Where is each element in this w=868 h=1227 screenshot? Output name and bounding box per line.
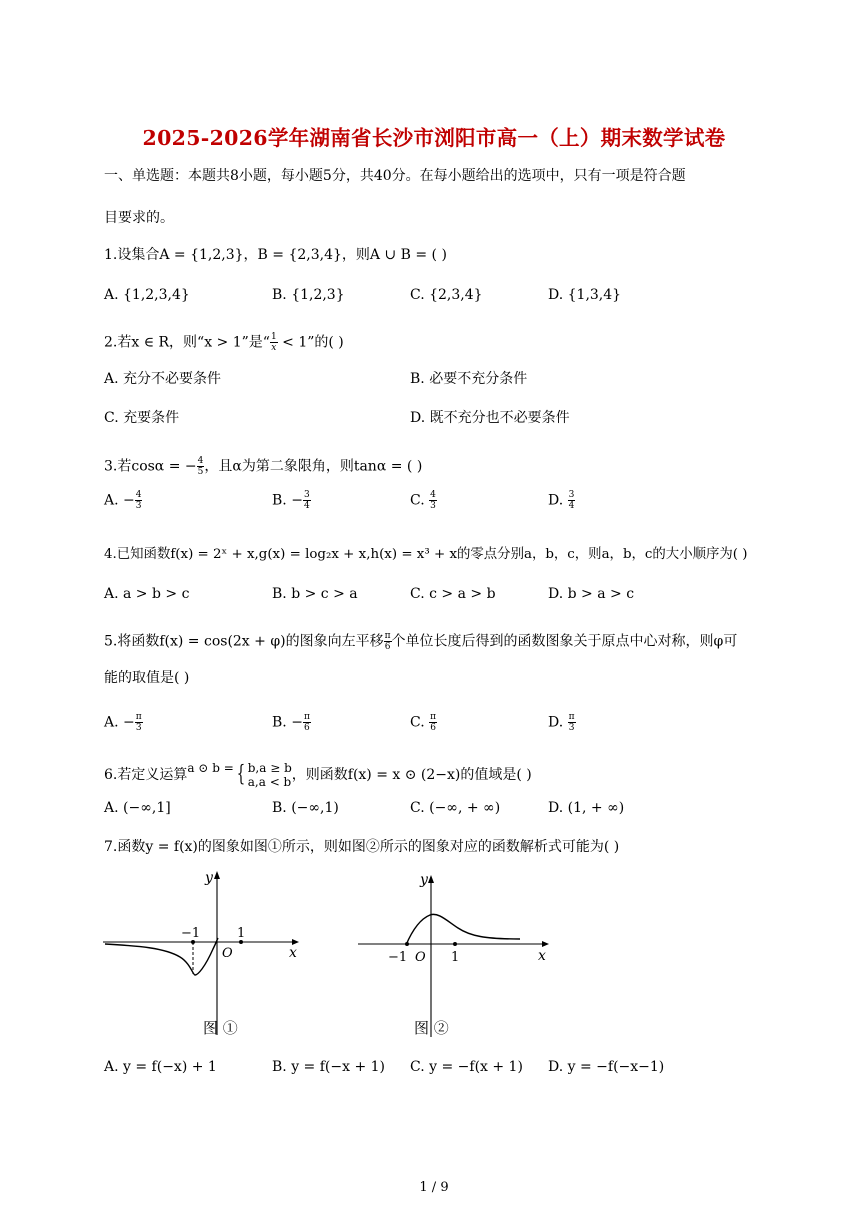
q5-option-b: [272, 712, 311, 733]
q5-a-sign: −: [123, 714, 135, 731]
q2-stem-pre: 2.若x ∈ R，则“x > 1”是“: [104, 334, 270, 351]
q5-option-d: [548, 712, 576, 733]
page-title: 2025-2026学年湖南省长沙市浏阳市高一（上）期末数学试卷: [142, 126, 726, 150]
fig2-origin-label: O: [415, 950, 426, 965]
q2-stem-post: < 1”的( ): [277, 334, 344, 351]
q3-option-d: [548, 490, 575, 511]
q5-a-frac: [135, 712, 143, 733]
q3-stem-pre: 3.若cosα = −: [104, 458, 197, 475]
q3-option-a: [104, 490, 142, 511]
fig1-1-label: 1: [237, 926, 246, 941]
q2-option-d: D. 既不充分也不必要条件: [410, 410, 570, 426]
q5-stem-line2: 能的取值是( ): [104, 670, 190, 686]
q3-stem-post: ，且α为第二象限角，则tanα = ( ): [204, 458, 423, 475]
q5-c-frac: [429, 712, 437, 733]
q3-frac-den: 5: [197, 467, 204, 477]
q3-c-frac: [429, 490, 437, 511]
q4-option-a: A. a > b > c: [104, 586, 190, 602]
q6-option-d: D. (1, + ∞): [548, 800, 625, 816]
q7-figure-1: [95, 865, 305, 1045]
fig2-y-label: y: [420, 872, 428, 888]
q5-b-label: B.: [272, 714, 287, 731]
q2-frac-num: 1: [270, 332, 277, 342]
q3-stem: [104, 456, 422, 477]
q7-option-b: B. y = f(−x + 1): [272, 1059, 385, 1075]
q5-d-num: π: [568, 712, 575, 722]
q6-stem: [104, 760, 532, 790]
q2-frac-den: x: [271, 343, 277, 353]
q7-option-c: C. y = −f(x + 1): [410, 1059, 523, 1075]
q3-d-label: D.: [548, 492, 564, 509]
q7-figure-2: [350, 865, 560, 1045]
q6-brace: {: [236, 762, 245, 787]
q4-stem: 4.已知函数f(x) = 2ˣ + x,g(x) = log₂x + x,h(x) = x³ + x的零点分别a，b，c，则a，b，c的大小顺序为( ): [104, 547, 748, 562]
fig1-caption: 图 ①: [203, 1019, 238, 1037]
q1-option-d: D. {1,3,4}: [548, 287, 622, 303]
fig2-1-label: 1: [451, 950, 460, 965]
q7-stem: 7.函数y = f(x)的图象如图①所示，则如图②所示的图象对应的函数解析式可能为( ): [104, 839, 620, 855]
q5-frac-num: π: [384, 631, 391, 641]
q3-c-num: 4: [430, 490, 436, 500]
q5-frac-den: 6: [384, 642, 391, 652]
fig2-x-label: x: [538, 948, 546, 964]
q5-b-frac: [303, 712, 311, 733]
q3-a-frac: [135, 490, 143, 511]
q5-a-num: π: [135, 712, 142, 722]
fig2-y-arrow: [428, 875, 434, 883]
fig2-x-arrow: [542, 941, 549, 947]
q4-option-b: B. b > c > a: [272, 586, 358, 602]
q3-d-frac: [568, 490, 576, 511]
q2-stem: [104, 332, 344, 353]
q6-option-a: A. (−∞,1]: [104, 800, 171, 816]
q6-option-b: B. (−∞,1): [272, 800, 339, 816]
q3-c-den: 3: [430, 501, 436, 511]
q3-a-den: 3: [135, 501, 142, 511]
q1-option-b: B. {1,2,3}: [272, 287, 345, 303]
q5-stem-post: 个单位长度后得到的函数图象关于原点中心对称，则φ可: [391, 633, 738, 650]
q3-option-c: [410, 490, 437, 511]
q6-option-c: C. (−∞, + ∞): [410, 800, 501, 816]
q7-option-a: A. y = f(−x) + 1: [104, 1059, 217, 1075]
q2-option-c: C. 充要条件: [104, 410, 180, 426]
q5-b-den: 6: [304, 723, 310, 733]
q5-d-frac: [568, 712, 576, 733]
q4-option-d: D. b > a > c: [548, 586, 635, 602]
fig1-minus1-label: −1: [181, 926, 201, 941]
fig2-minus1-label: −1: [388, 950, 408, 965]
q6-case1: b,a ≥ b: [247, 761, 292, 775]
q3-b-label: B.: [272, 492, 287, 509]
q5-stem: [104, 631, 737, 652]
section-heading-line2: 目要求的。: [104, 210, 174, 226]
q6-operator-def: [187, 761, 233, 775]
q5-fraction: [384, 631, 392, 652]
q3-b-frac: [303, 490, 311, 511]
fig2-point-1: [453, 942, 457, 946]
q3-a-num: 4: [135, 490, 142, 500]
q5-c-num: π: [430, 712, 437, 722]
q3-b-den: 4: [303, 501, 310, 511]
q5-c-den: 6: [430, 723, 436, 733]
q5-b-num: π: [303, 712, 310, 722]
q6-cases: [248, 761, 292, 789]
q3-a-sign: −: [123, 492, 135, 509]
q5-b-sign: −: [291, 714, 303, 731]
fig1-x-label: x: [289, 945, 297, 961]
fig1-origin-label: O: [222, 946, 233, 961]
q1-stem: 1.设集合A = {1,2,3}，B = {2,3,4}，则A ∪ B = ( ): [104, 247, 447, 263]
q7-option-d: D. y = −f(−x−1): [548, 1059, 665, 1075]
q2-fraction: [270, 332, 278, 353]
q2-option-b: B. 必要不充分条件: [410, 371, 528, 387]
q5-option-a: [104, 712, 143, 733]
q5-d-label: D.: [548, 714, 564, 731]
fig1-y-label: y: [205, 870, 213, 886]
q3-option-b: [272, 490, 311, 511]
q6-stem-pre: 6.若定义运算: [104, 767, 188, 783]
q6-stem-post: ，则函数f(x) = x ⊙ (2−x)的值域是( ): [291, 767, 532, 783]
q5-option-c: [410, 712, 437, 733]
q2-option-a: A. 充分不必要条件: [104, 371, 222, 387]
fig2-curve: [406, 914, 520, 945]
q3-b-num: 3: [303, 490, 310, 500]
q3-c-label: C.: [410, 492, 425, 509]
q3-frac-num: 4: [197, 456, 204, 466]
q4-option-c: C. c > a > b: [410, 586, 496, 602]
fig2-point-minus1: [405, 942, 409, 946]
q1-option-c: C. {2,3,4}: [410, 287, 483, 303]
fig1-y-arrow: [214, 871, 220, 879]
fig1-curve: [105, 938, 218, 975]
q5-stem-pre: 5.将函数f(x) = cos(2x + φ)的图象向左平移: [104, 633, 384, 650]
q1-option-a: A. {1,2,3,4}: [104, 287, 190, 303]
q5-c-label: C.: [410, 714, 425, 731]
q6-case2: a,a < b: [247, 775, 292, 789]
q3-d-den: 4: [568, 501, 575, 511]
page-number: 1 / 9: [419, 1180, 449, 1195]
q6-op: a ⊙ b =: [187, 761, 234, 775]
q3-d-num: 3: [568, 490, 575, 500]
q5-d-den: 3: [568, 723, 575, 733]
q3-b-sign: −: [291, 492, 303, 509]
q5-a-label: A.: [104, 714, 119, 731]
section-heading-line1: 一、单选题：本题共8小题，每小题5分，共40分。在每小题给出的选项中，只有一项是符合题: [104, 168, 686, 184]
fig2-caption: 图 ②: [414, 1019, 449, 1037]
q3-a-label: A.: [104, 492, 119, 509]
q5-a-den: 3: [135, 723, 142, 733]
